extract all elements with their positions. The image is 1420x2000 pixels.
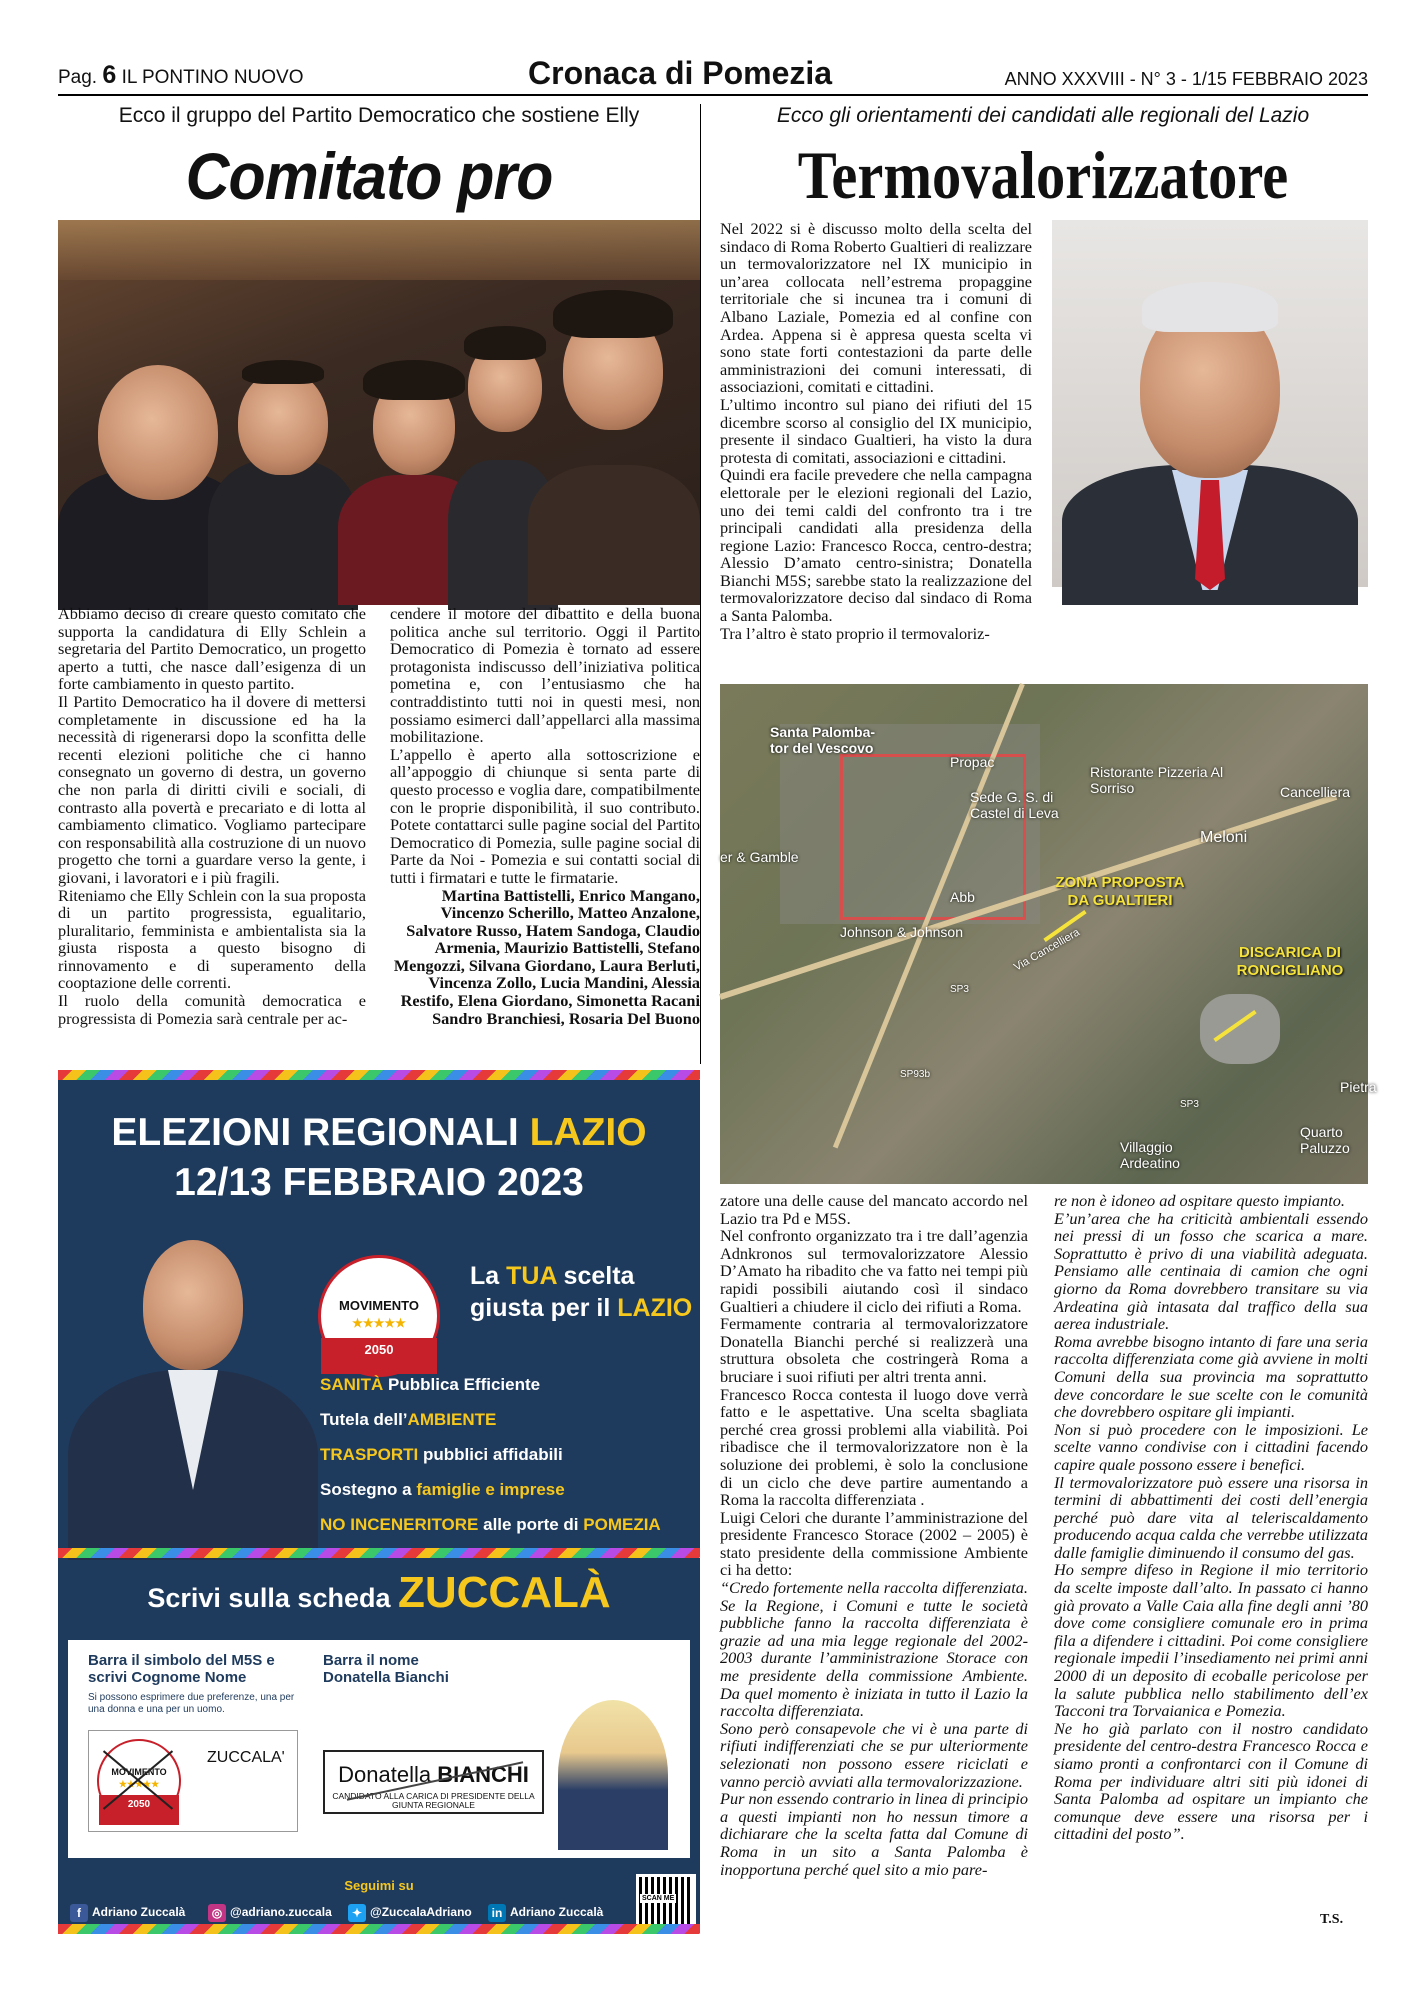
map-label: Santa Palomba-tor del Vescovo bbox=[770, 724, 876, 756]
page-number: Pag. 6 IL PONTINO NUOVO bbox=[58, 61, 304, 89]
map-label: Quarto Paluzzo bbox=[1300, 1124, 1350, 1156]
ad-scrivi: Scrivi sulla scheda ZUCCALÀ bbox=[147, 1568, 611, 1617]
map-label: Pietra bbox=[1340, 1079, 1377, 1095]
right-article-col-b2: re non è idoneo ad ospitare questo impianto. E’un’area che ha criticità ambientali essendo nei pressi di un fosso che scarica a mare. Soprattutto è privo di una viabilità adeguata. Pensiamo alle centinaia di camion che ogni giorno da Roma dovrebbero transitare su via Ardeatina già intasata dal traffico della sua aerea industriale. Roma avrebbe bisogno intanto di fare una seria raccolta differenziata come già avviene in molti Comuni della sua provincia ma soprattutto deve concordare le sue scelte con le comunità che dovrebbero ospitare gli impianti. Non si può procedere con le imposizioni. Le scelte vanno condivise con i cittadini facendo capire quale possono essere i benefici. Il termovalorizzatore può essere una risorsa in termini di abbattimenti dei costi dell’energia perché può dare vita al teleriscaldamento producendo acqua calda che verrebbe utilizzata dalle famiglie diminuendo il consumo del gas. Ho sempre difeso in Regione il mio territorio da scelte imposte dall’alto. In passato ci hanno già provato a Valle Caia alla fine degli anni ’80 dove come consigliere comunale ero in prima fila a difendere i cittadini. Poi come consigliere regionale impedii l’insediamento nei primi anni 2000 di un deposito di ecoballe pericolose per la salute pubblica nello stabilimento dell’ex Tacconi tra Torvaianica e Pomezia. Ne ho già parlato con il nostro candidato presidente del centro-destra Francesco Rocca e siamo pronti a confrontarci con il Comune di Roma per individuare altri siti più idonei di Santa Palomba ad ospitare un impianto che comunque deve essere una risorsa per i cittadini del posto”. bbox=[1054, 1191, 1368, 1844]
map-label: Propac bbox=[950, 754, 995, 770]
masthead bbox=[58, 55, 1368, 96]
map-label: SP93b bbox=[900, 1069, 931, 1080]
map-label: SP3 bbox=[1180, 1099, 1199, 1110]
ad-slogan: La TUA scelta giusta per il LAZIO bbox=[470, 1262, 693, 1322]
map-label: Johnson & Johnson bbox=[840, 924, 963, 940]
left-article-col2: cendere il motore del dibattito e della buona politica anche sul territorio. Oggi il Partito Democratico di Pomezia è tornato ad essere protagonista indiscusso dell’iniziativa politica pometina e, con l’entusiasmo che ha contraddistinto tutti noi in questi mesi, non possiamo esimerci dall’appellarci alla massima mobilitazione. L’appello è aperto alla sottoscrizione e all’appoggio di chiunque si senta parte di questo processo e voglia dare, compatibilmente con le proprie disponibilità, il suo contributo. Potete contattarci sulle pagine social del Partito Democratico di Pomezia, sulle pagine social di Parte da Noi - Pomezia e sui contatti social di tutti i firmatari e tutte le firmatarie. Martina Battistelli, Enrico Mangano, Vincenzo Scherillo, Matteo Anzalone, Salvatore Russo, Hatem Sandoga, Claudio Armenia, Maurizio Battistelli, Stefano Mengozzi, Silvana Giordano, Laura Berluti, Vincenza Zollo, Lucia Mandini, Alessia Restifo, Elena Giordano, Simonetta Racani Sandro Branchiesi, Rosaria Del Buono bbox=[390, 604, 700, 1028]
twitter-icon: ✦ bbox=[348, 1904, 366, 1922]
instagram-icon: ◎ bbox=[208, 1904, 226, 1922]
paper-name: IL PONTINO NUOVO bbox=[121, 67, 304, 88]
ad-stripe-top bbox=[58, 1070, 700, 1080]
map-annotation-discarica: DISCARICA DI RONCIGLIANO bbox=[1236, 944, 1344, 979]
left-headline: Comitato pro bbox=[185, 139, 553, 213]
committente: Committente responsabile: Adriano Zuccalà bbox=[75, 1687, 85, 1842]
linkedin-icon: in bbox=[488, 1904, 506, 1922]
map-label: Cancelliera bbox=[1280, 784, 1351, 800]
left-kicker: Ecco il gruppo del Partito Democratico che sostiene Elly bbox=[118, 104, 640, 127]
right-headline: Termovalorizzatore bbox=[797, 137, 1289, 213]
ad-stripe-mid bbox=[58, 1548, 700, 1558]
ad-stripe-bottom bbox=[58, 1924, 700, 1934]
map-label: er & Gamble bbox=[720, 849, 799, 865]
ad-program-points: SANITÀ Pubblica Efficiente Tutela dell’AMBIENTE TRASPORTI pubblici affidabili Sostegno a famiglie e imprese NO INCENERITORE alle porte di POMEZIA bbox=[320, 1375, 661, 1534]
map-label: SP3 bbox=[950, 984, 969, 995]
right-article-col-b1: zatore una delle cause del mancato accordo nel Lazio tra Pd e M5S. Nel confronto organizzato tra i tre dall’agenzia Adnkronos sul termovalorizzatore Alessio D’Amato ha ribadito che va fatto nei tempi più rapidi possibili aiutando così il sindaco Gualtieri a chiudere il ciclo dei rifiuti a Roma. Fermamente contraria al termovalorizzatore Donatella Bianchi perché si realizzerà una struttura obsoleta che costringerà Roma a bruciare i suoi rifiuti per altri trenta anni. Francesco Rocca contesta il luogo dove verrà fatto e le aspettative. Una scelta sbagliata perché crea grossi problemi alla viabilità. Poi ribadisce che il termovalorizzatore non è la soluzione dei problemi, è solo la conclusione di un ciclo che deve partire aumentando a Roma la raccolta differenziata . Luigi Celori che durante l’amministrazione del presidente Francesco Storace (2002 – 2005) è stato presidente della commissione Ambiente ci ha detto: “Credo fortemente nella raccolta differenziata. Se la Regione, i Comuni e tutte le società pubbliche fanno la raccolta differenziata è grazie ad una mia legge regionale del 2002-2003 durante l’amministrazione Storace con me presidente della commissione Ambiente. Da quel momento è iniziata in tutto il Lazio la raccolta differenziata. Sono però consapevole che vi è una parte di rifiuti indifferenziati che se pur ulteriormente selezionati non possono essere riciclati e vanno perciò avviati alla termovalorizzazione. Pur non essendo contrario in linea di principio a questi impianti non ho nessun timore a dichiarare che la scelta fatta dal Comune di Roma in un sito a Santa Palomba è inopportuna perché quel sito a mio pare- bbox=[720, 1191, 1028, 1879]
map-label: Via Cancelliera bbox=[1011, 926, 1082, 974]
left-article-col1: Abbiamo deciso di creare questo comitato che supporta la candidatura di Elly Schlein a segretaria del Partito Democratico, un progetto aperto a tutti, che nasce dall’esigenza di un forte cambiamento in questo partito. Il Partito Democratico ha il dovere di mettersi completamente in discussione ed ha la necessità di rigenerarsi dopo la sconfitta delle recenti elezioni politiche che ci hanno consegnato un governo di destra, un governo che non parla di diritti civili e sociali, di contrasto alla povertà e precariato e di lotta al cambiamento climatico. Vogliamo partecipare con responsabilità alla costruzione di un nuovo progetto che torni a guardare verso la gente, i giovani, i lavoratori e i più fragili. Riteniamo che Elly Schlein con la sua proposta di un partito progressista, egualitario, pluralitario, femminista e ambientalista sia la giusta risposta a questo bisogno di rinnovamento e di superamento della cooptazione delle correnti. Il ruolo della comunità democratica e progressista di Pomezia sarà centrale per ac- bbox=[58, 604, 366, 1028]
bianchi-photo bbox=[558, 1700, 668, 1850]
candidate-portrait bbox=[1052, 220, 1368, 587]
m5s-logo: MOVIMENTO ★★★★★ 2050 bbox=[318, 1255, 440, 1377]
group-photo bbox=[58, 220, 700, 595]
map-annotation-zona: ZONA PROPOSTA DA GUALTIERI bbox=[1055, 874, 1185, 909]
map-label: Meloni bbox=[1200, 829, 1248, 846]
right-article-col-top: Nel 2022 si è discusso molto della scelta del sindaco di Roma Roberto Gualtieri di realizzare un termovalorizzatore nel IX municipio in un’area collocata nell’estrema propaggine territoriale che si incunea tra i comuni di Albano Laziale, Pomezia ed al confine con Ardea. Appena si è appresa questa scelta vi sono state forti contestazioni da parte delle amministrazioni dei comuni interessati, di associazioni, comitati e cittadini. L’ultimo incontro sul piano dei rifiuti del 15 dicembre scorso al consiglio del IX municipio, presente il sindaco Gualtieri, ha visto la dura protesta di comitati, associazioni e cittadini. Quindi era facile prevedere che nella campagna elettorale per le elezioni regionali del Lazio, uno dei temi caldi del confronto tra i tre principali candidati alla presidenza della regione Lazio: Francesco Rocca, centro-destra; Alessio D’amato centro-sinistra; Donatella Bianchi M5S; sarebbe stato la realizzazione del termovalorizzatore deciso dal sindaco di Roma a Santa Palomba. Tra l’altro è stato proprio il termovaloriz- bbox=[720, 219, 1032, 643]
area-map bbox=[720, 684, 1377, 1184]
issue-info: ANNO XXXVIII - N° 3 - 1/15 FEBBRAIO 2023 bbox=[1004, 69, 1368, 89]
map-label: Ristorante Pizzeria Al Sorriso bbox=[1090, 764, 1224, 796]
facebook-icon: f bbox=[70, 1904, 88, 1922]
ballot-name: ZUCCALA' bbox=[207, 1749, 285, 1766]
ballot-sample: MOVIMENTO ★★★★★ 2050 ZUCCALA' bbox=[88, 1730, 298, 1832]
ad-title: ELEZIONI REGIONALI LAZIO 12/13 FEBBRAIO 2023 bbox=[111, 1111, 647, 1204]
map-label: Abb bbox=[950, 889, 975, 905]
map-label: Sede G. S. di Castel di Leva bbox=[970, 789, 1059, 821]
ballot-bianchi: Donatella BIANCHI CANDIDATO ALLA CARICA DI PRESIDENTE DELLA GIUNTA REGIONALE bbox=[323, 1750, 544, 1814]
right-kicker: Ecco gli orientamenti dei candidati alle regionali del Lazio bbox=[776, 104, 1310, 127]
column-divider bbox=[700, 104, 701, 1064]
author-initials: T.S. bbox=[1320, 1912, 1344, 1927]
ballot-instructions: Barra il simbolo del M5S e scrivi Cognome Nome Barra il nome Donatella Bianchi Si possono esprimere due preferenze, una per una donna e una per un uomo. MOVIMENTO ★★★★★ 2050 ZUCCALA' Donatella BIANCHI CANDIDATO ALLA CARICA DI PRESIDENTE DELLA GIUNTA REGIONALE bbox=[68, 1640, 690, 1858]
election-ad: ELEZIONI REGIONALI LAZIO 12/13 FEBBRAIO 2023 MOVIMENTO ★★★★★ 2050 La TUA scelta giusta per il LAZIO SANITÀ Pubblica Efficiente Tutela dell’AMBIENTE TRASPORTI pubblici affidabili Sostegno a famiglie e imprese NO INCENERITORE alle porte di POMEZIA Scrivi sulla scheda ZUCCALÀ Barra il simbolo del M5S e scrivi Cognome Nome Barra il nome Donatella Bianchi Si possono esprimere due preferenze, una per una donna e una per un uomo. MOVIMENTO ★★★★★ 2050 ZUCCALA' Donatella BIANCHI CANDIDATO ALLA CARICA DI PRESIDENTE DELLA GIUNTA REGIONALE Committente responsabile: Adriano Zuccalà Seguimi su f Adriano Zuccalà ◎ @adriano.zuccala ✦ @ZuccalaAdriano in Adriano Zuccalà SCAN ME bbox=[58, 1070, 700, 1934]
signatures: Martina Battistelli, Enrico Mangano, Vincenzo Scherillo, Matteo Anzalone, Salvatore Russo, Hatem Sandoga, Claudio Armenia, Maurizio Battistelli, Stefano Mengozzi, Silvana Giordano, Laura Berluti, Vincenza Zollo, Lucia Mandini, Alessia Restifo, Elena Giordano, Simonetta Racani Sandro Branchiesi, Rosaria Del Buono bbox=[393, 885, 700, 1028]
section-title: Cronaca di Pomezia bbox=[528, 55, 833, 91]
map-label: Villaggio Ardeatino bbox=[1120, 1139, 1180, 1171]
